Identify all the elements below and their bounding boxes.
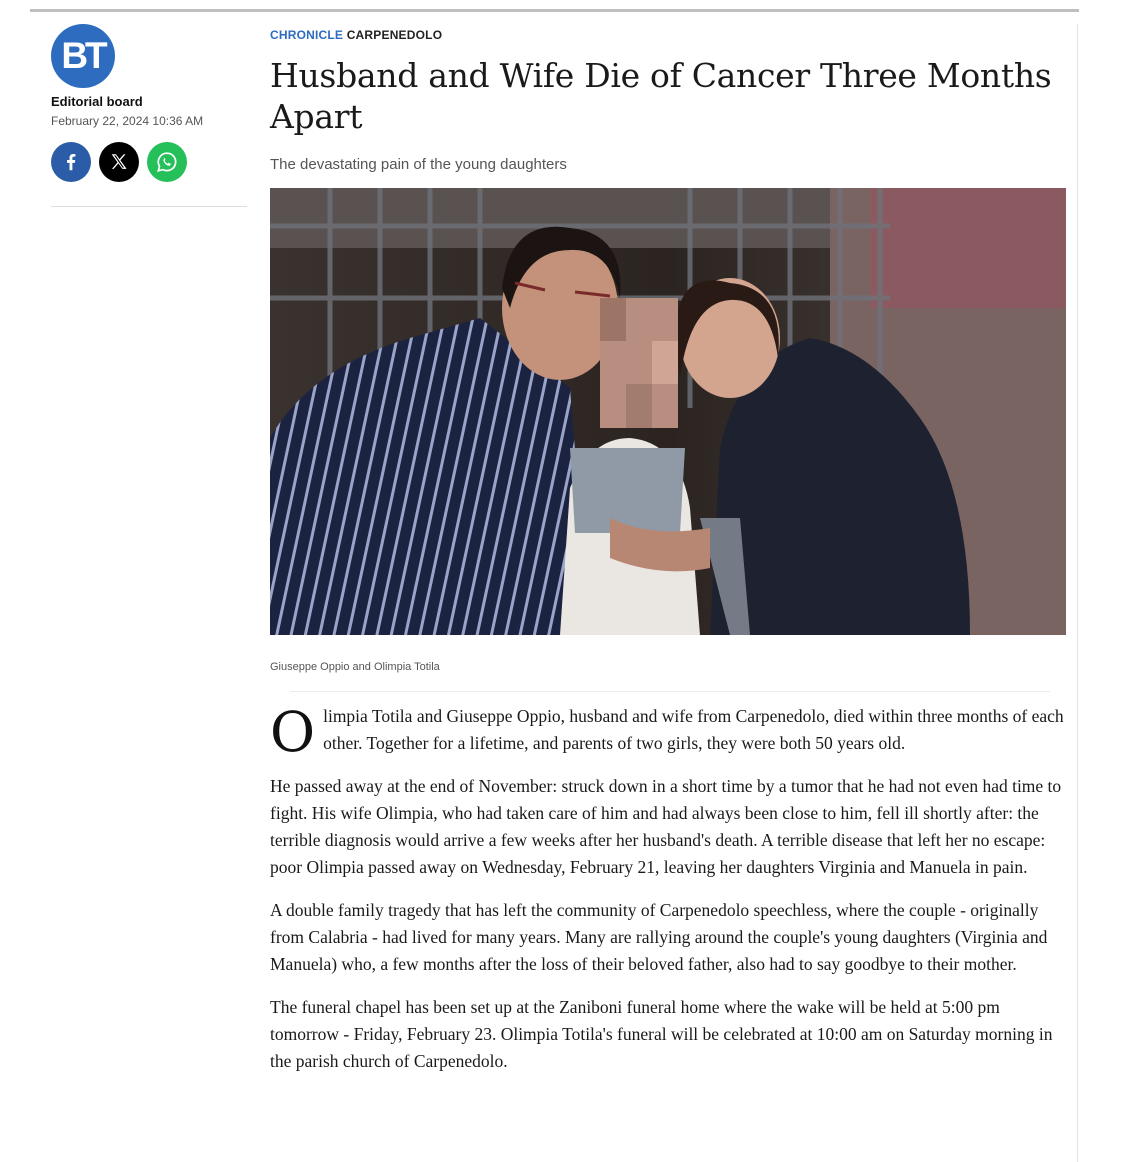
article-title: Husband and Wife Die of Cancer Three Months Apart [270,56,1052,136]
publisher-logo[interactable]: BT [51,24,115,88]
article-photo[interactable] [270,188,1066,635]
article-body [270,700,1066,1091]
paragraph-1 [270,700,1066,764]
caption-divider [290,691,1050,692]
article [270,28,1066,1071]
drop-cap: O [270,700,316,764]
top-divider [30,9,1079,12]
section-link[interactable]: CHRONICLE [270,28,344,42]
article-subtitle: The devastating pain of the young daughters [270,156,567,173]
share-whatsapp-button[interactable] [147,142,187,182]
x-icon [108,151,130,173]
share-facebook-button[interactable] [51,142,91,182]
sidebar-divider [51,206,247,207]
paragraph-1-text: limpia Totila and Giuseppe Oppio, husband and wife from Carpenedolo, died within three months of each other. Together for a lifetime, and parents of two girls, they were both 50 years old. [323,706,1064,753]
facebook-icon [60,151,82,173]
share-x-button[interactable] [99,142,139,182]
author-name[interactable]: Editorial board [51,94,143,109]
share-buttons [51,142,247,182]
place-tag[interactable]: CARPENEDOLO [346,28,443,42]
whatsapp-icon [155,150,179,174]
column-divider [1077,24,1078,1162]
paragraph-3: A double family tragedy that has left the community of Carpenedolo speechless, where the couple - originally from Calabria - had lived for many years. Many are rallying around the couple's young daughters (Virginia and Manuela) who, a few months after the loss of their beloved father, also had to say goodbye to their mother. [270,900,1048,974]
paragraph-4: The funeral chapel has been set up at the Zaniboni funeral home where the wake will be held at 5:00 pm tomorrow - Friday, February 23. Olimpia Totila's funeral will be celebrated at 10:00 am on Saturday morning in the parish church of Carpenedolo. [270,997,1053,1071]
kicker [270,28,1066,42]
paragraph-2: He passed away at the end of November: struck down in a short time by a tumor that he had not even had time to fight. His wife Olimpia, who had taken care of him and had always been close to him, fell ill shortly after: the terrible diagnosis would arrive a few weeks after her husband's death. A terrible disease that left her no escape: poor Olimpia passed away on Wednesday, February 21, leaving her daughters Virginia and Manuela in pain. [270,776,1062,877]
publish-date: February 22, 2024 10:36 AM [51,114,204,128]
author-sidebar [51,24,247,182]
couple-photo-illustration [270,188,1066,635]
photo-caption: Giuseppe Oppio and Olimpia Totila [270,661,440,673]
